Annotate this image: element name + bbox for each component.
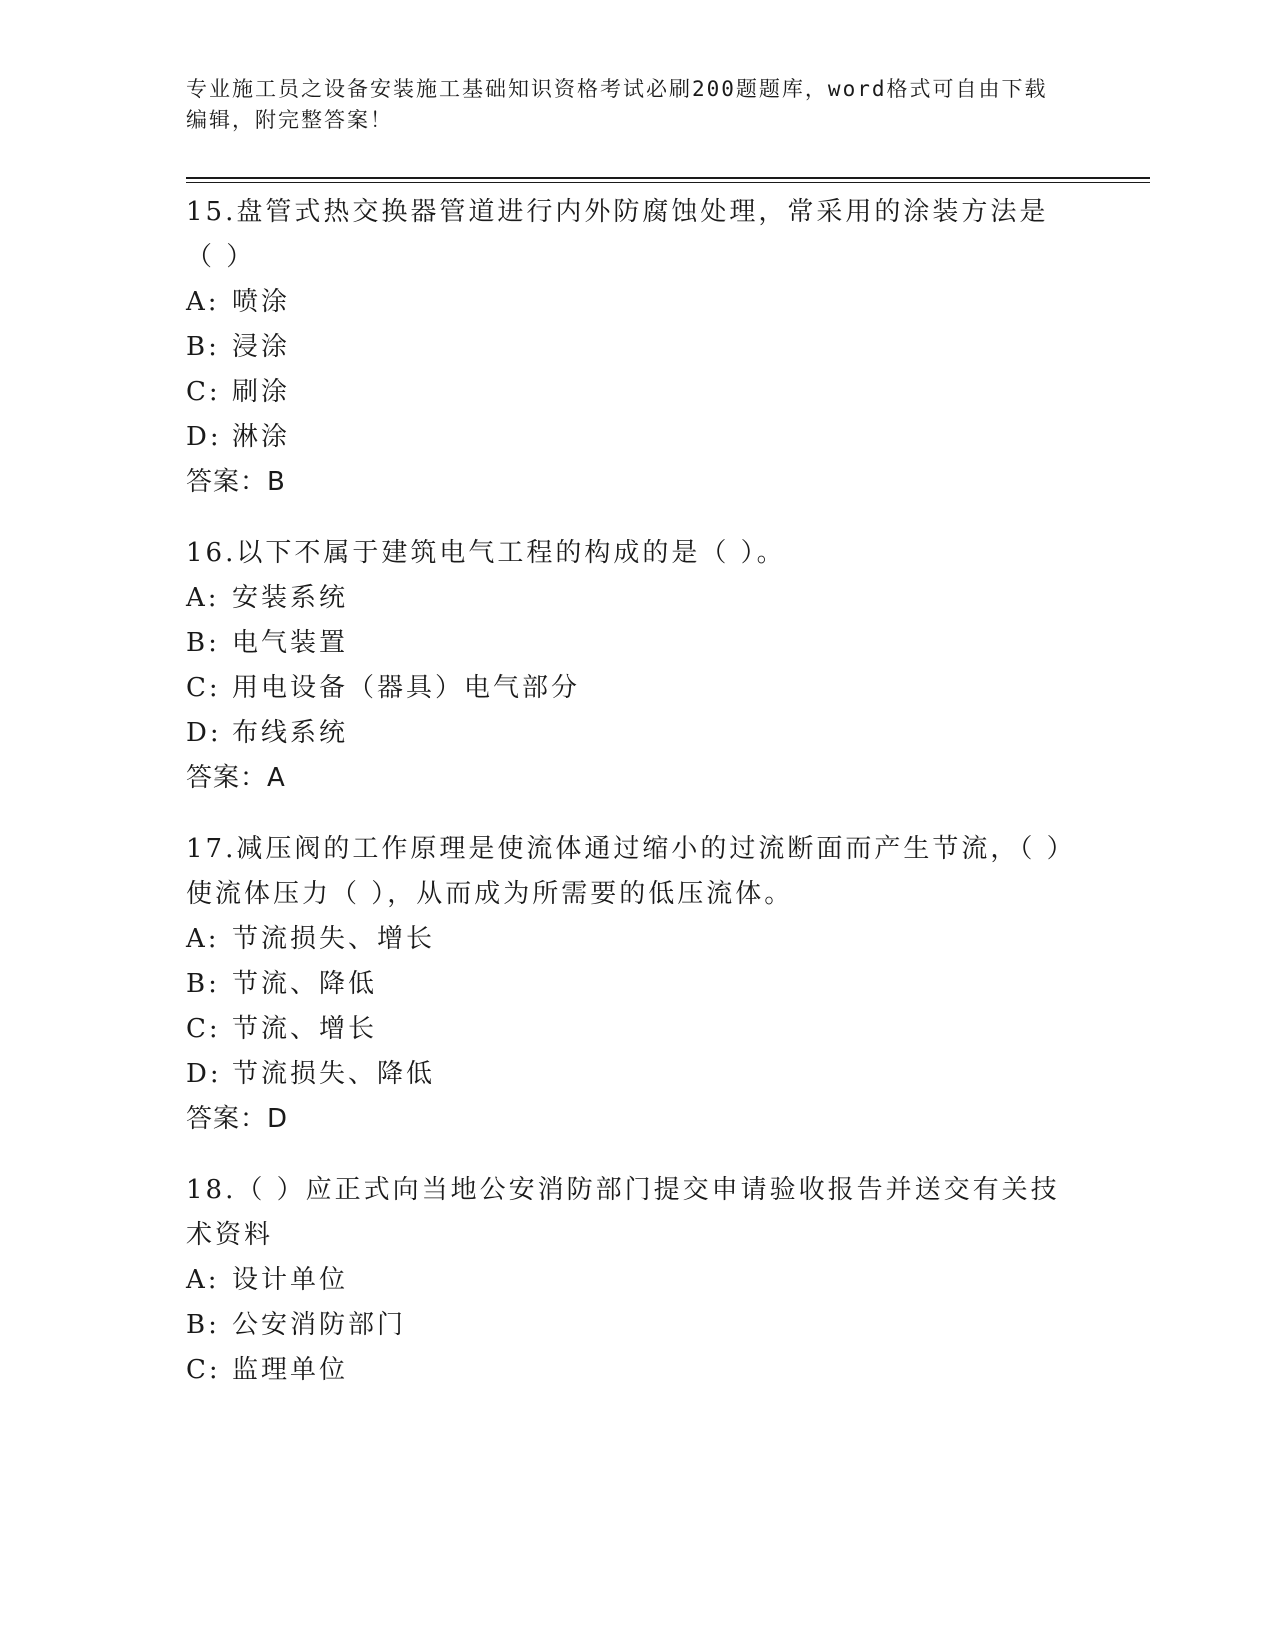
option-d xyxy=(186,711,1086,756)
option-letter: C: xyxy=(186,1014,221,1044)
question-17 xyxy=(186,827,1086,1142)
option-letter: B: xyxy=(186,332,220,362)
option-letter: A: xyxy=(186,924,220,954)
option-text: 节流损失、降低 xyxy=(232,1059,436,1089)
option-a xyxy=(186,576,1086,621)
option-letter: D: xyxy=(186,718,222,748)
option-letter: A: xyxy=(186,287,220,317)
option-letter: C: xyxy=(186,377,221,407)
option-d xyxy=(186,415,1086,460)
option-b xyxy=(186,621,1086,666)
question-15 xyxy=(186,190,1086,505)
option-text: 节流、降低 xyxy=(232,969,378,999)
option-d xyxy=(186,1052,1086,1097)
answer-line: 答案：D xyxy=(186,1104,289,1134)
option-letter: C: xyxy=(186,1355,221,1385)
option-c xyxy=(186,666,1086,711)
option-text: 喷涂 xyxy=(232,287,291,317)
option-text: 布线系统 xyxy=(232,718,349,748)
header-divider-thick xyxy=(186,177,1150,179)
option-letter: C: xyxy=(186,673,221,703)
option-text: 公安消防部门 xyxy=(232,1310,407,1340)
option-b xyxy=(186,962,1086,1007)
question-text: 16.以下不属于建筑电气工程的构成的是（ ）。 xyxy=(186,538,786,568)
option-letter: B: xyxy=(186,628,220,658)
question-16 xyxy=(186,531,1086,801)
document-header: 专业施工员之设备安装施工基础知识资格考试必刷200题题库，word格式可自由下载编辑，附完整答案！ xyxy=(186,77,1048,132)
option-letter: D: xyxy=(186,1059,222,1089)
option-text: 电气装置 xyxy=(232,628,349,658)
option-c xyxy=(186,370,1086,415)
question-text: 18.（ ）应正式向当地公安消防部门提交申请验收报告并送交有关技术资料 xyxy=(186,1175,1060,1250)
question-18 xyxy=(186,1168,1086,1393)
option-text: 设计单位 xyxy=(232,1265,349,1295)
option-a xyxy=(186,917,1086,962)
option-b xyxy=(186,1303,1086,1348)
option-text: 淋涂 xyxy=(232,422,291,452)
option-text: 用电设备（器具）电气部分 xyxy=(232,673,581,703)
question-text: 15.盘管式热交换器管道进行内外防腐蚀处理，常采用的涂装方法是（ ） xyxy=(186,197,1049,272)
option-text: 监理单位 xyxy=(232,1355,349,1385)
option-c xyxy=(186,1007,1086,1052)
option-text: 安装系统 xyxy=(232,583,349,613)
option-c xyxy=(186,1348,1086,1393)
option-letter: A: xyxy=(186,1265,220,1295)
option-a xyxy=(186,280,1086,325)
question-text: 17.减压阀的工作原理是使流体通过缩小的过流断面而产生节流，（ ）使流体压力（ ），从而成为所需要的低压流体。 xyxy=(186,834,1063,909)
option-text: 节流、增长 xyxy=(232,1014,378,1044)
option-letter: D: xyxy=(186,422,222,452)
option-text: 刷涂 xyxy=(232,377,291,407)
answer-line: 答案：B xyxy=(186,467,286,497)
answer-line: 答案：A xyxy=(186,763,286,793)
question-list xyxy=(186,190,1086,1419)
option-b xyxy=(186,325,1086,370)
option-text: 节流损失、增长 xyxy=(232,924,436,954)
option-letter: B: xyxy=(186,1310,220,1340)
option-letter: A: xyxy=(186,583,220,613)
header-divider-thin xyxy=(186,182,1150,183)
option-text: 浸涂 xyxy=(232,332,291,362)
option-letter: B: xyxy=(186,969,220,999)
option-a xyxy=(186,1258,1086,1303)
